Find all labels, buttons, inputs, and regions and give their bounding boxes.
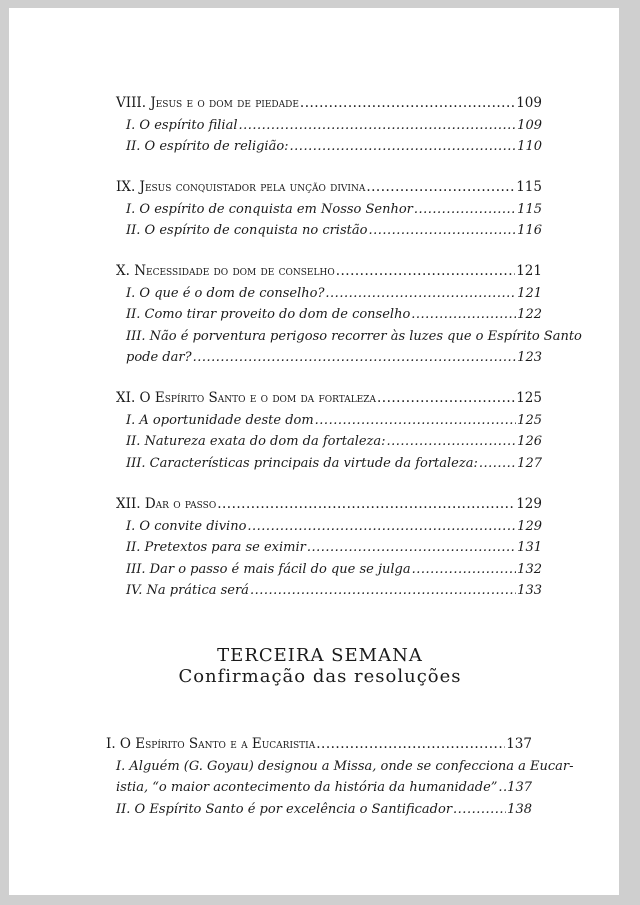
item-title: III. Características principais da virtude da fortaleza: bbox=[126, 455, 478, 471]
toc-item[interactable] bbox=[116, 537, 542, 559]
item-title-line1: I. Alguém (G. Goyau) designou a Missa, onde se confecciona a Eucar- bbox=[116, 758, 574, 774]
page-number: 121 bbox=[517, 285, 542, 301]
page-number: 127 bbox=[517, 455, 542, 471]
toc-item[interactable] bbox=[116, 220, 542, 242]
dot-leader bbox=[290, 136, 517, 158]
toc-chapter[interactable] bbox=[116, 177, 542, 199]
chapter-title: XI. O Espírito Santo e o dom da fortaleza bbox=[116, 390, 377, 406]
item-title-line2: istia, “o maior acontecimento da história da humanidade” bbox=[116, 780, 498, 795]
toc-item[interactable] bbox=[116, 304, 542, 326]
page-number: 133 bbox=[517, 583, 542, 598]
dot-leader bbox=[368, 220, 516, 242]
page-number: 138 bbox=[507, 801, 532, 817]
toc-group-x bbox=[116, 261, 582, 369]
toc-chapter[interactable] bbox=[116, 494, 542, 516]
dot-leader bbox=[387, 431, 517, 453]
toc-item-multiline[interactable] bbox=[116, 326, 582, 369]
page-number: 137 bbox=[506, 736, 532, 752]
toc-item[interactable] bbox=[116, 136, 542, 158]
toc-chapter[interactable] bbox=[116, 388, 542, 410]
item-title: II. Como tirar proveito do dom de conselho bbox=[126, 307, 411, 322]
item-title: I. A oportunidade deste dom bbox=[126, 412, 314, 428]
page-number: 126 bbox=[517, 434, 542, 449]
dot-leader bbox=[377, 388, 515, 410]
dot-leader bbox=[336, 261, 516, 283]
item-title-line2-row bbox=[116, 777, 532, 799]
toc-item[interactable] bbox=[116, 431, 542, 453]
dot-leader bbox=[453, 799, 506, 821]
toc-item[interactable] bbox=[116, 580, 542, 602]
item-title: II. O Espírito Santo é por excelência o Santificador bbox=[116, 801, 453, 817]
item-title-line2: pode dar? bbox=[126, 350, 192, 365]
toc-item[interactable] bbox=[116, 283, 542, 305]
dot-leader bbox=[217, 494, 515, 516]
item-title: I. O espírito filial bbox=[126, 117, 238, 133]
dot-leader bbox=[498, 777, 506, 799]
dot-leader bbox=[238, 115, 516, 137]
toc-item[interactable] bbox=[116, 516, 542, 538]
dot-leader bbox=[193, 347, 517, 369]
item-title: IV. Na prática será bbox=[126, 583, 249, 598]
toc-item[interactable] bbox=[116, 115, 542, 137]
toc-item[interactable] bbox=[116, 199, 542, 221]
toc-item[interactable] bbox=[106, 799, 532, 821]
page-number: 131 bbox=[517, 540, 542, 555]
toc-item[interactable] bbox=[116, 559, 542, 581]
dot-leader bbox=[316, 734, 505, 756]
page-number: 125 bbox=[516, 390, 542, 406]
item-title: II. O espírito de religião: bbox=[126, 139, 289, 154]
page-number: 125 bbox=[517, 412, 542, 428]
page-number: 109 bbox=[517, 117, 542, 133]
page-number: 129 bbox=[516, 496, 542, 512]
toc-group-xii bbox=[116, 494, 542, 602]
toc-chapter[interactable] bbox=[116, 93, 542, 115]
page-number: 123 bbox=[517, 350, 542, 365]
toc-item[interactable] bbox=[116, 453, 542, 475]
section-heading: TERCEIRA SEMANA bbox=[217, 645, 423, 666]
chapter-title: IX. Jesus conquistador pela unção divina bbox=[116, 179, 366, 195]
page-number: 110 bbox=[517, 139, 542, 154]
dot-leader bbox=[479, 453, 516, 475]
dot-leader bbox=[412, 559, 517, 581]
toc-group-ix bbox=[116, 177, 542, 242]
item-title: II. Pretextos para se eximir bbox=[126, 540, 306, 555]
toc-chapter[interactable] bbox=[106, 734, 532, 756]
dot-leader bbox=[315, 410, 517, 432]
chapter-title: I. O Espírito Santo e a Eucaristia bbox=[106, 736, 316, 752]
dot-leader bbox=[325, 283, 516, 305]
page-number: 129 bbox=[517, 518, 542, 534]
dot-leader bbox=[366, 177, 515, 199]
item-title: III. Dar o passo é mais fácil do que se julga bbox=[126, 561, 411, 577]
item-title-line1: III. Não é porventura perigoso recorrer às luzes que o Espírito Santo bbox=[126, 328, 582, 344]
page-number: 122 bbox=[517, 307, 542, 322]
toc-chapter[interactable] bbox=[116, 261, 542, 283]
chapter-title: XII. Dar o passo bbox=[116, 496, 217, 512]
dot-leader bbox=[411, 304, 516, 326]
dot-leader bbox=[250, 580, 516, 602]
dot-leader bbox=[300, 93, 515, 115]
toc-item-multiline[interactable] bbox=[106, 756, 574, 799]
item-title: I. O convite divino bbox=[126, 518, 247, 534]
item-title: II. O espírito de conquista no cristão bbox=[126, 223, 368, 238]
item-title: I. O que é o dom de conselho? bbox=[126, 285, 325, 301]
page-number: 116 bbox=[517, 223, 542, 238]
dot-leader bbox=[247, 516, 516, 538]
page-number: 137 bbox=[507, 780, 532, 795]
toc-group-xi bbox=[116, 388, 542, 474]
item-title: II. Natureza exata do dom da fortaleza: bbox=[126, 434, 386, 449]
toc-group-final bbox=[106, 734, 574, 820]
toc-group-viii bbox=[116, 93, 542, 158]
chapter-title: VIII. Jesus e o dom de piedade bbox=[116, 95, 299, 111]
item-title-line2-row bbox=[126, 347, 542, 369]
dot-leader bbox=[414, 199, 516, 221]
page-number: 121 bbox=[516, 263, 542, 279]
dot-leader bbox=[307, 537, 516, 559]
section-subheading: Confirmação das resoluções bbox=[178, 666, 462, 687]
page-number: 109 bbox=[516, 95, 542, 111]
page-number: 115 bbox=[516, 179, 542, 195]
toc-item[interactable] bbox=[116, 410, 542, 432]
page-number: 115 bbox=[517, 201, 542, 217]
page-number: 132 bbox=[517, 561, 542, 577]
item-title: I. O espírito de conquista em Nosso Senhor bbox=[126, 201, 413, 217]
chapter-title: X. Necessidade do dom de conselho bbox=[116, 263, 335, 279]
